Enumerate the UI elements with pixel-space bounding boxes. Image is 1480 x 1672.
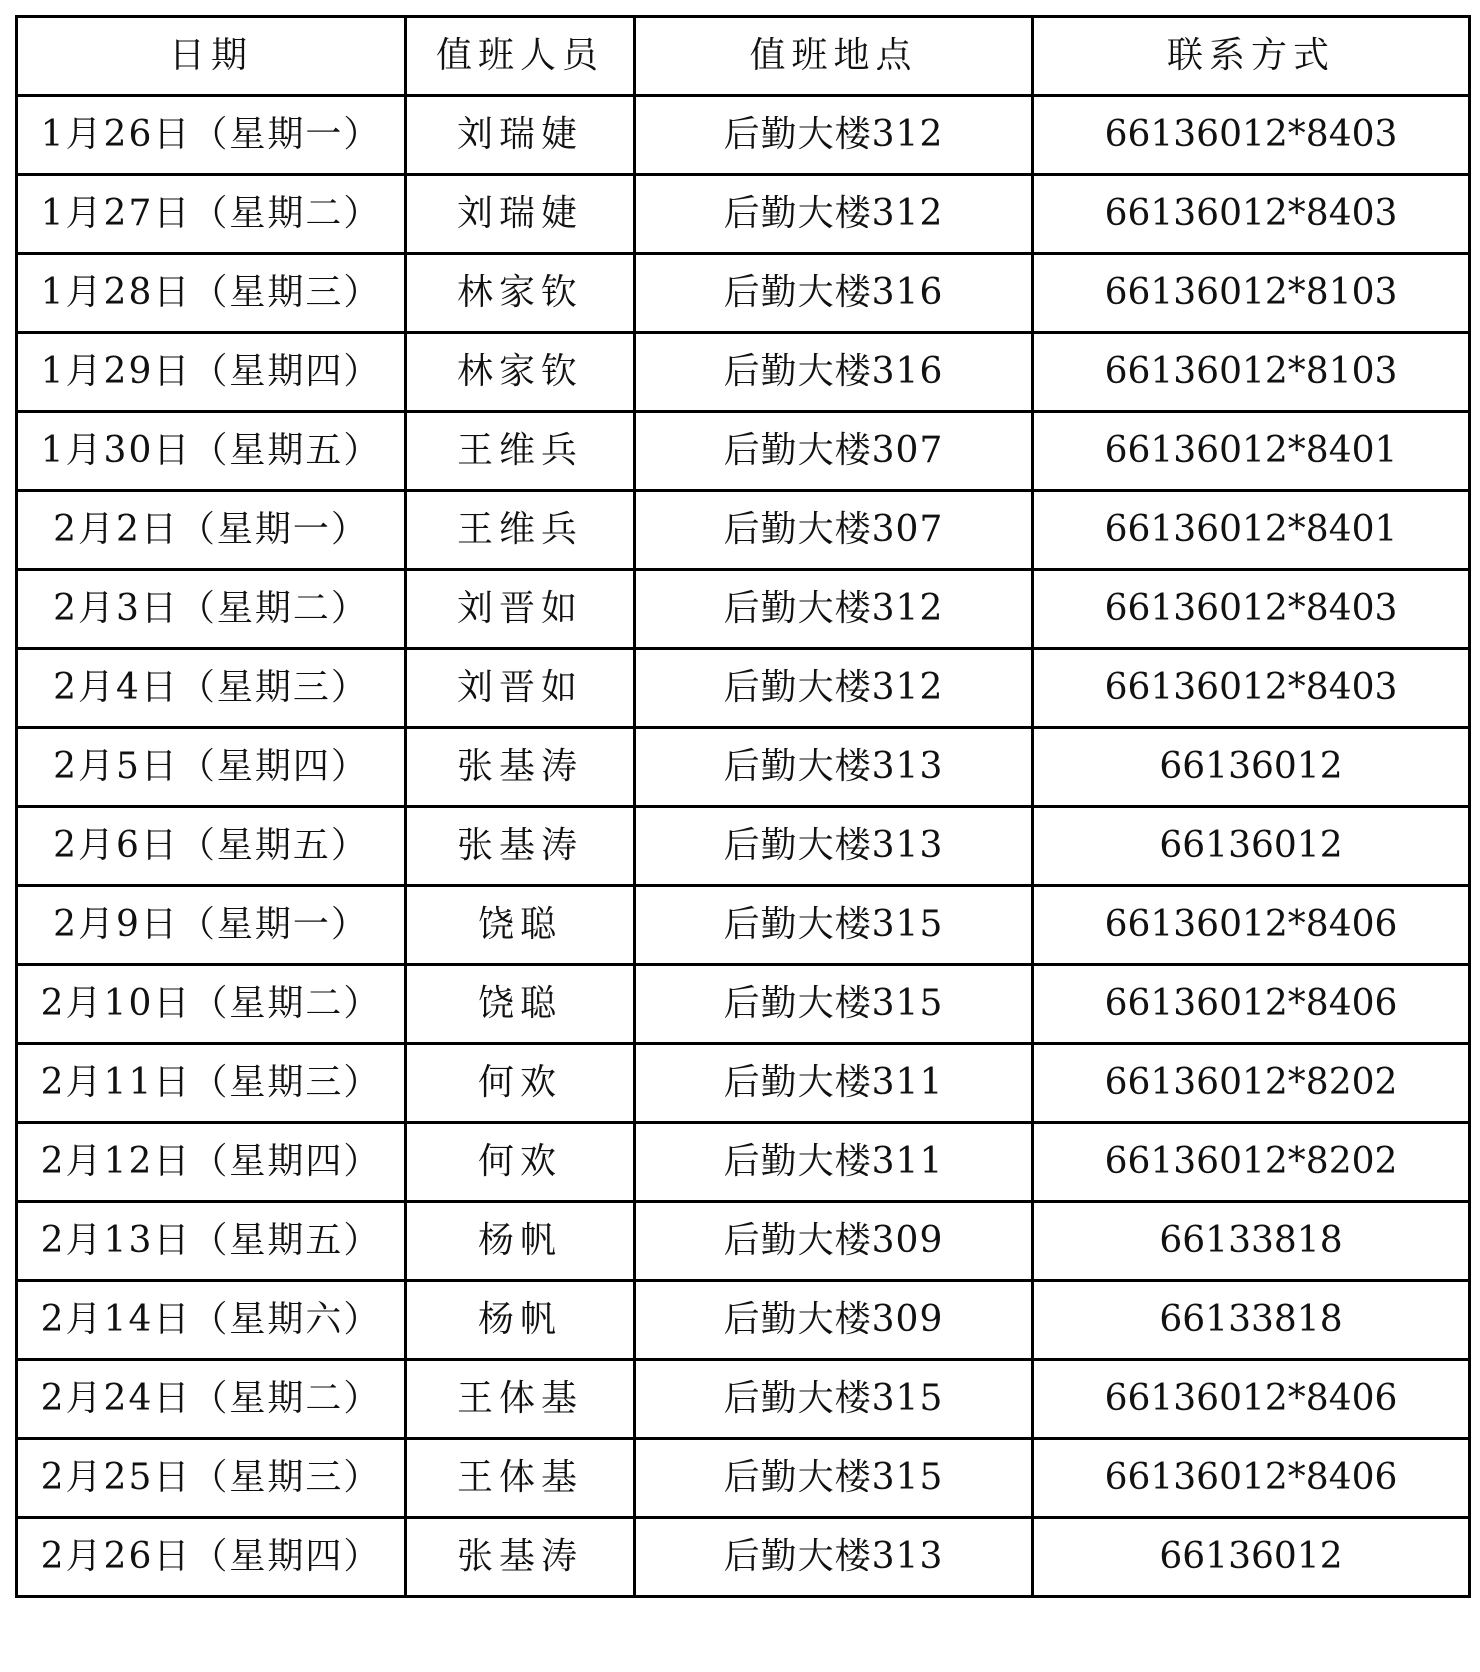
date-cell: 1月27日（星期二） (17, 175, 406, 254)
contact-cell: 66136012*8103 (1033, 254, 1470, 333)
contact-cell: 66136012*8401 (1033, 491, 1470, 570)
duty-person-cell: 张基涛 (406, 1518, 635, 1597)
duty-person-cell: 王维兵 (406, 412, 635, 491)
duty-location-cell: 后勤大楼312 (635, 96, 1033, 175)
duty-location-cell: 后勤大楼316 (635, 333, 1033, 412)
table-row (17, 1202, 1470, 1281)
table-row (17, 96, 1470, 175)
duty-location-cell: 后勤大楼309 (635, 1281, 1033, 1360)
contact-cell: 66136012*8406 (1033, 886, 1470, 965)
duty-person-cell: 杨帆 (406, 1281, 635, 1360)
table-row (17, 1439, 1470, 1518)
date-cell: 1月28日（星期三） (17, 254, 406, 333)
duty-location-cell: 后勤大楼315 (635, 1360, 1033, 1439)
date-cell: 2月24日（星期二） (17, 1360, 406, 1439)
table-row (17, 1518, 1470, 1597)
header-duty-person: 值班人员 (406, 17, 635, 96)
duty-schedule-table (15, 15, 1471, 1598)
date-cell: 2月3日（星期二） (17, 570, 406, 649)
duty-location-cell: 后勤大楼312 (635, 175, 1033, 254)
contact-cell: 66136012*8406 (1033, 1360, 1470, 1439)
contact-cell: 66136012*8406 (1033, 1439, 1470, 1518)
contact-cell: 66136012*8406 (1033, 965, 1470, 1044)
duty-location-cell: 后勤大楼313 (635, 807, 1033, 886)
table-row (17, 175, 1470, 254)
duty-location-cell: 后勤大楼315 (635, 1439, 1033, 1518)
header-duty-location: 值班地点 (635, 17, 1033, 96)
contact-cell: 66133818 (1033, 1281, 1470, 1360)
date-cell: 2月14日（星期六） (17, 1281, 406, 1360)
duty-person-cell: 刘瑞婕 (406, 175, 635, 254)
date-cell: 2月9日（星期一） (17, 886, 406, 965)
date-cell: 2月10日（星期二） (17, 965, 406, 1044)
contact-cell: 66136012 (1033, 728, 1470, 807)
duty-location-cell: 后勤大楼315 (635, 886, 1033, 965)
contact-cell: 66136012 (1033, 1518, 1470, 1597)
contact-cell: 66136012*8202 (1033, 1044, 1470, 1123)
duty-location-cell: 后勤大楼311 (635, 1123, 1033, 1202)
date-cell: 2月26日（星期四） (17, 1518, 406, 1597)
date-cell: 2月5日（星期四） (17, 728, 406, 807)
duty-person-cell: 林家钦 (406, 254, 635, 333)
table-row (17, 886, 1470, 965)
date-cell: 2月13日（星期五） (17, 1202, 406, 1281)
duty-person-cell: 何欢 (406, 1123, 635, 1202)
contact-cell: 66136012*8403 (1033, 175, 1470, 254)
duty-person-cell: 刘瑞婕 (406, 96, 635, 175)
duty-location-cell: 后勤大楼316 (635, 254, 1033, 333)
table-header (17, 17, 1470, 96)
duty-person-cell: 林家钦 (406, 333, 635, 412)
table-row (17, 728, 1470, 807)
table-row (17, 965, 1470, 1044)
contact-cell: 66136012*8403 (1033, 570, 1470, 649)
duty-person-cell: 何欢 (406, 1044, 635, 1123)
table-row (17, 254, 1470, 333)
duty-person-cell: 张基涛 (406, 728, 635, 807)
duty-location-cell: 后勤大楼309 (635, 1202, 1033, 1281)
table-row (17, 412, 1470, 491)
date-cell: 2月4日（星期三） (17, 649, 406, 728)
duty-person-cell: 饶聪 (406, 965, 635, 1044)
contact-cell: 66136012*8202 (1033, 1123, 1470, 1202)
header-row (17, 17, 1470, 96)
duty-location-cell: 后勤大楼311 (635, 1044, 1033, 1123)
table-row (17, 1360, 1470, 1439)
contact-cell: 66136012*8403 (1033, 649, 1470, 728)
header-contact: 联系方式 (1033, 17, 1470, 96)
table-row (17, 491, 1470, 570)
duty-location-cell: 后勤大楼312 (635, 570, 1033, 649)
contact-cell: 66133818 (1033, 1202, 1470, 1281)
date-cell: 1月30日（星期五） (17, 412, 406, 491)
table-row (17, 1281, 1470, 1360)
table-row (17, 649, 1470, 728)
duty-location-cell: 后勤大楼307 (635, 491, 1033, 570)
duty-person-cell: 张基涛 (406, 807, 635, 886)
duty-person-cell: 刘晋如 (406, 570, 635, 649)
duty-person-cell: 饶聪 (406, 886, 635, 965)
date-cell: 2月25日（星期三） (17, 1439, 406, 1518)
duty-location-cell: 后勤大楼307 (635, 412, 1033, 491)
contact-cell: 66136012*8403 (1033, 96, 1470, 175)
date-cell: 2月6日（星期五） (17, 807, 406, 886)
date-cell: 1月26日（星期一） (17, 96, 406, 175)
date-cell: 1月29日（星期四） (17, 333, 406, 412)
duty-schedule-table-container (15, 15, 1468, 1598)
table-body (17, 96, 1470, 1597)
duty-location-cell: 后勤大楼312 (635, 649, 1033, 728)
table-row (17, 1044, 1470, 1123)
duty-person-cell: 王维兵 (406, 491, 635, 570)
duty-location-cell: 后勤大楼313 (635, 1518, 1033, 1597)
table-row (17, 570, 1470, 649)
duty-person-cell: 王体基 (406, 1360, 635, 1439)
duty-person-cell: 王体基 (406, 1439, 635, 1518)
table-row (17, 1123, 1470, 1202)
header-date: 日期 (17, 17, 406, 96)
duty-location-cell: 后勤大楼315 (635, 965, 1033, 1044)
table-row (17, 807, 1470, 886)
date-cell: 2月2日（星期一） (17, 491, 406, 570)
contact-cell: 66136012*8401 (1033, 412, 1470, 491)
date-cell: 2月11日（星期三） (17, 1044, 406, 1123)
duty-person-cell: 刘晋如 (406, 649, 635, 728)
table-row (17, 333, 1470, 412)
contact-cell: 66136012*8103 (1033, 333, 1470, 412)
duty-person-cell: 杨帆 (406, 1202, 635, 1281)
duty-location-cell: 后勤大楼313 (635, 728, 1033, 807)
contact-cell: 66136012 (1033, 807, 1470, 886)
date-cell: 2月12日（星期四） (17, 1123, 406, 1202)
